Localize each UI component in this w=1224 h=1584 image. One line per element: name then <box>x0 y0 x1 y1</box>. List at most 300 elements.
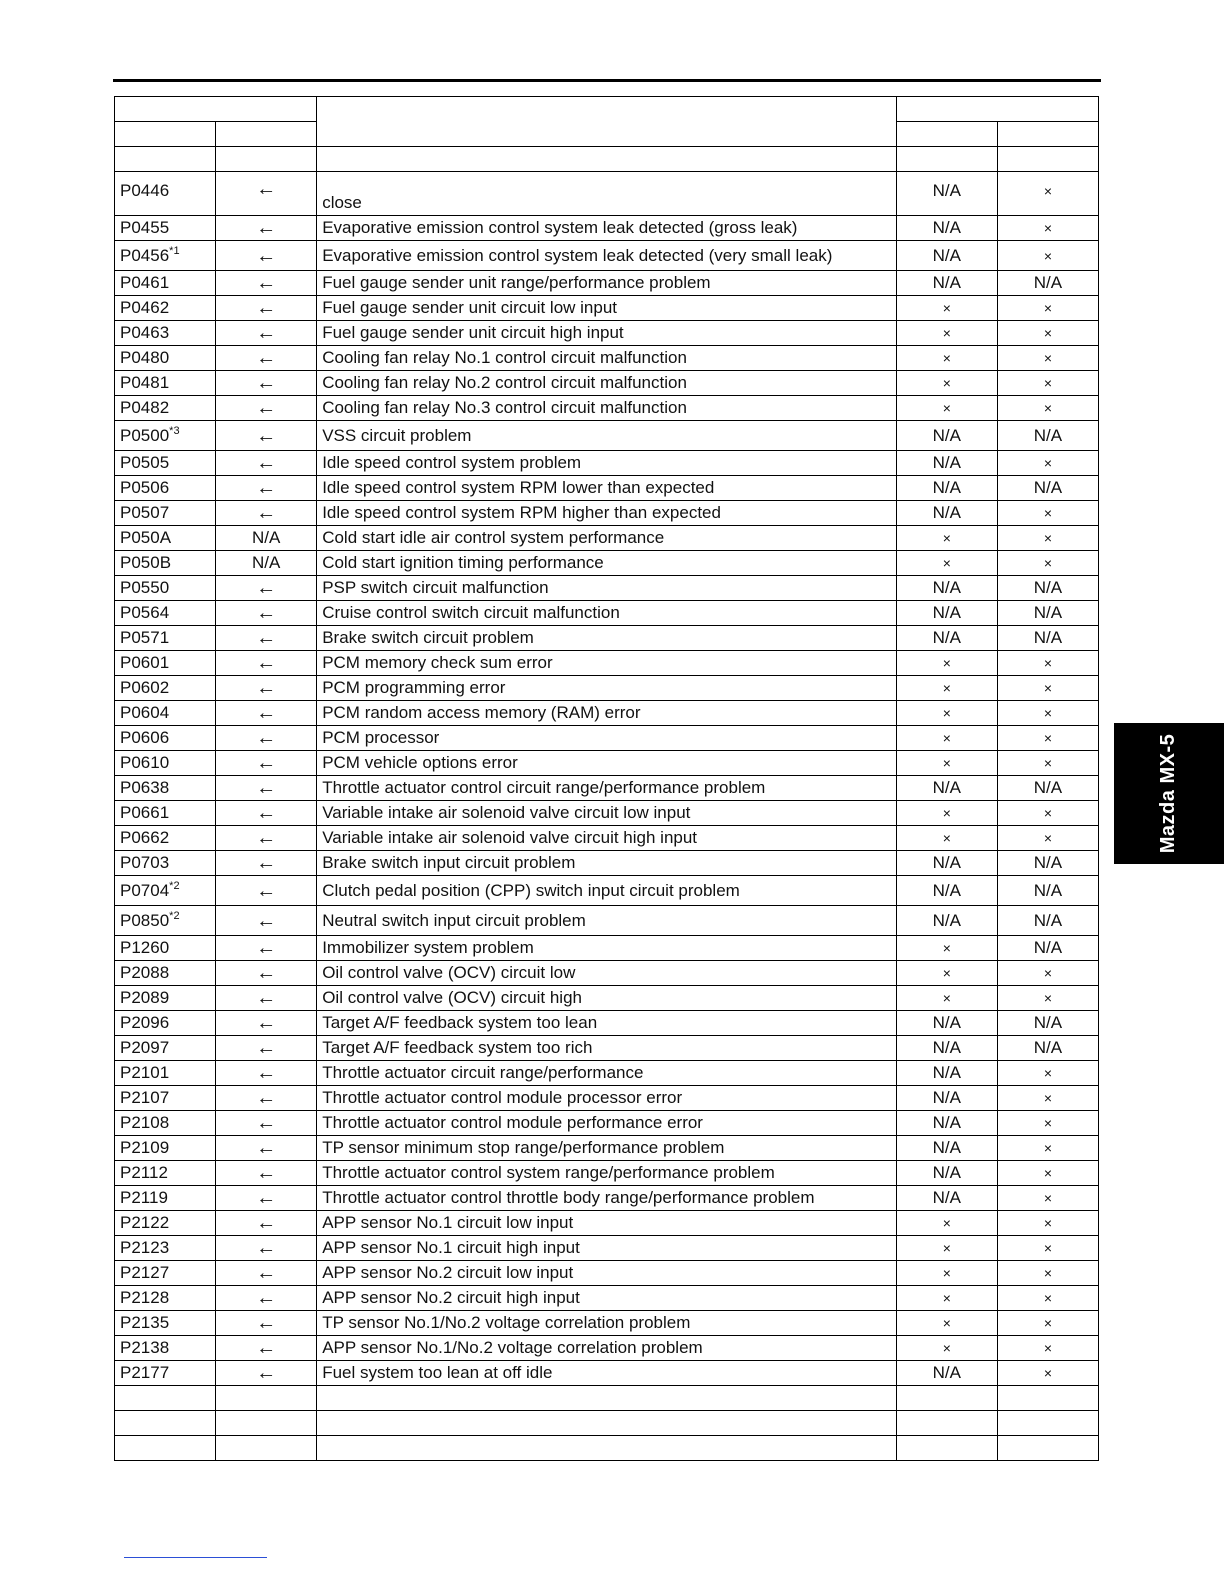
value-cell-b: × <box>997 961 1098 986</box>
value-cell-a: N/A <box>896 1061 997 1086</box>
dtc-code-cell <box>115 1086 216 1111</box>
dtc-code-cell <box>115 396 216 421</box>
value-cell-b: × <box>997 1336 1098 1361</box>
value-cell-b: × <box>997 1086 1098 1111</box>
description-cell: Oil control valve (OCV) circuit low <box>317 961 897 986</box>
value-cell-a: N/A <box>896 501 997 526</box>
dtc-code-cell <box>115 172 216 216</box>
status-cell: ← <box>216 936 317 961</box>
table-row <box>115 172 1099 216</box>
dtc-code: P2096 <box>120 1013 170 1032</box>
status-cell: N/A <box>216 551 317 576</box>
dtc-code: P2089 <box>120 988 170 1007</box>
empty-cell <box>896 1386 997 1411</box>
dtc-code-cell <box>115 346 216 371</box>
description-cell: Idle speed control system RPM lower than expected <box>317 476 897 501</box>
value-cell-b: N/A <box>997 776 1098 801</box>
table-row <box>115 501 1099 526</box>
dtc-code: P2138 <box>120 1338 170 1357</box>
value-cell-a: N/A <box>896 576 997 601</box>
dtc-code: P0661 <box>120 803 170 822</box>
empty-cell <box>115 1436 216 1461</box>
header-row-3 <box>115 147 1099 172</box>
value-cell-b: × <box>997 676 1098 701</box>
value-cell-a: N/A <box>896 1036 997 1061</box>
status-cell: ← <box>216 476 317 501</box>
status-cell: ← <box>216 321 317 346</box>
description-cell: PCM processor <box>317 726 897 751</box>
value-cell-a: N/A <box>896 451 997 476</box>
value-cell-a: N/A <box>896 1111 997 1136</box>
table-row <box>115 906 1099 936</box>
empty-row <box>115 1386 1099 1411</box>
dtc-code: P0462 <box>120 298 170 317</box>
value-cell-b: N/A <box>997 271 1098 296</box>
table-row <box>115 346 1099 371</box>
footnote-marker: *1 <box>169 244 180 257</box>
status-cell: ← <box>216 1186 317 1211</box>
table-row <box>115 1236 1099 1261</box>
value-cell-b: × <box>997 726 1098 751</box>
dtc-code: P0482 <box>120 398 170 417</box>
empty-cell <box>216 1411 317 1436</box>
table-row <box>115 801 1099 826</box>
value-cell-a: × <box>896 1236 997 1261</box>
dtc-code: P0601 <box>120 653 170 672</box>
dtc-code-cell <box>115 601 216 626</box>
table-row <box>115 1336 1099 1361</box>
status-cell: ← <box>216 172 317 216</box>
empty-cell <box>216 1436 317 1461</box>
dtc-code: P0480 <box>120 348 170 367</box>
value-cell-a: × <box>896 296 997 321</box>
status-cell: ← <box>216 1036 317 1061</box>
value-cell-a: N/A <box>896 1186 997 1211</box>
description-cell: PSP switch circuit malfunction <box>317 576 897 601</box>
dtc-code: P0455 <box>120 218 170 237</box>
empty-cell <box>317 1411 897 1436</box>
dtc-code: P0456 <box>120 245 170 265</box>
description-cell: Target A/F feedback system too lean <box>317 1011 897 1036</box>
dtc-code-cell <box>115 271 216 296</box>
value-cell-b: × <box>997 1261 1098 1286</box>
dtc-code-cell <box>115 1111 216 1136</box>
value-cell-a: × <box>896 526 997 551</box>
table-row <box>115 451 1099 476</box>
dtc-code-cell <box>115 1236 216 1261</box>
header-cell <box>896 97 1098 122</box>
value-cell-b: N/A <box>997 936 1098 961</box>
empty-cell <box>317 1386 897 1411</box>
description-cell: Throttle actuator control module performance error <box>317 1111 897 1136</box>
description-cell: Clutch pedal position (CPP) switch input circuit problem <box>317 876 897 906</box>
description-cell: Variable intake air solenoid valve circuit high input <box>317 826 897 851</box>
value-cell-b: × <box>997 1111 1098 1136</box>
dtc-code: P2119 <box>120 1188 168 1207</box>
dtc-code-cell <box>115 1036 216 1061</box>
value-cell-a: × <box>896 321 997 346</box>
dtc-code: P0507 <box>120 503 170 522</box>
value-cell-a: N/A <box>896 1011 997 1036</box>
status-cell: ← <box>216 626 317 651</box>
status-cell: ← <box>216 216 317 241</box>
value-cell-a: N/A <box>896 476 997 501</box>
dtc-code: P2135 <box>120 1313 170 1332</box>
dtc-code: P0463 <box>120 323 170 342</box>
description-cell: Cooling fan relay No.2 control circuit malfunction <box>317 371 897 396</box>
description-cell: Idle speed control system RPM higher than expected <box>317 501 897 526</box>
value-cell-b: × <box>997 1186 1098 1211</box>
table-row <box>115 576 1099 601</box>
value-cell-a: × <box>896 826 997 851</box>
value-cell-b: N/A <box>997 1036 1098 1061</box>
value-cell-a: × <box>896 801 997 826</box>
description-cell: Idle speed control system problem <box>317 451 897 476</box>
value-cell-a: × <box>896 986 997 1011</box>
dtc-code-cell <box>115 451 216 476</box>
table-row <box>115 1061 1099 1086</box>
dtc-code: P2107 <box>120 1088 170 1107</box>
dtc-code-cell <box>115 1211 216 1236</box>
description-cell: Throttle actuator control throttle body range/performance problem <box>317 1186 897 1211</box>
dtc-code-cell <box>115 501 216 526</box>
value-cell-a: N/A <box>896 271 997 296</box>
status-cell: ← <box>216 1011 317 1036</box>
description-cell: APP sensor No.1 circuit high input <box>317 1236 897 1261</box>
dtc-code: P2109 <box>120 1138 170 1157</box>
footnote-marker: *3 <box>169 424 180 437</box>
table-row <box>115 551 1099 576</box>
empty-cell <box>997 1436 1098 1461</box>
table-row <box>115 676 1099 701</box>
status-cell: ← <box>216 1286 317 1311</box>
value-cell-b: × <box>997 651 1098 676</box>
value-cell-b: × <box>997 371 1098 396</box>
value-cell-b: × <box>997 501 1098 526</box>
table-row <box>115 476 1099 501</box>
status-cell: ← <box>216 346 317 371</box>
status-cell: ← <box>216 241 317 271</box>
table-row <box>115 1136 1099 1161</box>
header-cell <box>317 97 897 147</box>
table-row <box>115 421 1099 451</box>
dtc-code-cell <box>115 1061 216 1086</box>
value-cell-a: × <box>896 371 997 396</box>
value-cell-a: × <box>896 961 997 986</box>
dtc-code-cell <box>115 1336 216 1361</box>
description-cell: APP sensor No.2 circuit high input <box>317 1286 897 1311</box>
value-cell-b: × <box>997 551 1098 576</box>
value-cell-a: N/A <box>896 241 997 271</box>
dtc-code-cell <box>115 321 216 346</box>
dtc-code-cell <box>115 651 216 676</box>
value-cell-a: N/A <box>896 1361 997 1386</box>
status-cell: ← <box>216 421 317 451</box>
description-cell: VSS circuit problem <box>317 421 897 451</box>
value-cell-b: × <box>997 701 1098 726</box>
empty-cell <box>997 1386 1098 1411</box>
table-row <box>115 1161 1099 1186</box>
dtc-code: P050A <box>120 528 172 547</box>
status-cell: ← <box>216 296 317 321</box>
table-row <box>115 986 1099 1011</box>
value-cell-b: N/A <box>997 851 1098 876</box>
status-cell: ← <box>216 986 317 1011</box>
value-cell-b: × <box>997 321 1098 346</box>
header-cell <box>896 122 997 147</box>
value-cell-b: × <box>997 526 1098 551</box>
description-cell: PCM random access memory (RAM) error <box>317 701 897 726</box>
empty-cell <box>896 1411 997 1436</box>
value-cell-b: × <box>997 826 1098 851</box>
value-cell-b: × <box>997 1286 1098 1311</box>
status-cell: ← <box>216 1086 317 1111</box>
value-cell-a: × <box>896 701 997 726</box>
empty-cell <box>115 1386 216 1411</box>
value-cell-b: × <box>997 1361 1098 1386</box>
dtc-code: P0506 <box>120 478 170 497</box>
dtc-code-cell <box>115 371 216 396</box>
status-cell: ← <box>216 1136 317 1161</box>
value-cell-a: N/A <box>896 421 997 451</box>
description-cell: Brake switch circuit problem <box>317 626 897 651</box>
dtc-code: P0461 <box>120 273 170 292</box>
dtc-code-cell <box>115 1261 216 1286</box>
status-cell: ← <box>216 576 317 601</box>
status-cell: ← <box>216 651 317 676</box>
empty-cell <box>317 1436 897 1461</box>
dtc-code: P2097 <box>120 1038 170 1057</box>
value-cell-b: N/A <box>997 601 1098 626</box>
dtc-code: P2123 <box>120 1238 170 1257</box>
table-row <box>115 1211 1099 1236</box>
section-tab-label: Mazda MX-5 <box>1157 733 1180 854</box>
dtc-code-cell <box>115 906 216 936</box>
description-cell: APP sensor No.1 circuit low input <box>317 1211 897 1236</box>
header-cell <box>997 147 1098 172</box>
dtc-code-cell <box>115 776 216 801</box>
status-cell: ← <box>216 726 317 751</box>
dtc-code: P2128 <box>120 1288 170 1307</box>
value-cell-b: × <box>997 751 1098 776</box>
table-row <box>115 1036 1099 1061</box>
footnote-marker: *2 <box>169 909 180 922</box>
table-row <box>115 1186 1099 1211</box>
description-cell: Cooling fan relay No.1 control circuit malfunction <box>317 346 897 371</box>
value-cell-b: × <box>997 1236 1098 1261</box>
value-cell-b: × <box>997 451 1098 476</box>
value-cell-a: × <box>896 1286 997 1311</box>
footnote-marker: *2 <box>169 879 180 892</box>
description-cell: Cold start idle air control system performance <box>317 526 897 551</box>
value-cell-b: × <box>997 241 1098 271</box>
description-cell: Cruise control switch circuit malfunction <box>317 601 897 626</box>
dtc-code-cell <box>115 726 216 751</box>
header-cell <box>896 147 997 172</box>
description-cell: Throttle actuator control module processor error <box>317 1086 897 1111</box>
dtc-code-cell <box>115 1011 216 1036</box>
description-cell: Evaporative emission control system leak detected (gross leak) <box>317 216 897 241</box>
table-row <box>115 216 1099 241</box>
value-cell-a: N/A <box>896 216 997 241</box>
value-cell-a: × <box>896 1261 997 1286</box>
table-row <box>115 701 1099 726</box>
value-cell-b: × <box>997 1161 1098 1186</box>
table-row <box>115 1361 1099 1386</box>
dtc-code-cell <box>115 1311 216 1336</box>
dtc-code: P0704 <box>120 880 170 900</box>
status-cell: ← <box>216 1361 317 1386</box>
description-cell: Neutral switch input circuit problem <box>317 906 897 936</box>
dtc-code: P0662 <box>120 828 170 847</box>
table-row <box>115 1286 1099 1311</box>
description-cell: Throttle actuator control circuit range/performance problem <box>317 776 897 801</box>
table-row <box>115 1086 1099 1111</box>
status-cell: ← <box>216 271 317 296</box>
status-cell: ← <box>216 1161 317 1186</box>
dtc-code: P0638 <box>120 778 170 797</box>
status-cell: ← <box>216 701 317 726</box>
table-row <box>115 851 1099 876</box>
table-row <box>115 1111 1099 1136</box>
description-cell: Throttle actuator control system range/performance problem <box>317 1161 897 1186</box>
empty-row <box>115 1436 1099 1461</box>
header-cell <box>115 97 317 122</box>
value-cell-a: × <box>896 1311 997 1336</box>
description-cell: Cooling fan relay No.3 control circuit malfunction <box>317 396 897 421</box>
dtc-code: P0604 <box>120 703 170 722</box>
description-cell: APP sensor No.1/No.2 voltage correlation problem <box>317 1336 897 1361</box>
dtc-code: P2122 <box>120 1213 170 1232</box>
table-row <box>115 241 1099 271</box>
empty-row <box>115 1411 1099 1436</box>
value-cell-b: × <box>997 1311 1098 1336</box>
value-cell-a: × <box>896 936 997 961</box>
dtc-code-cell <box>115 986 216 1011</box>
value-cell-a: N/A <box>896 601 997 626</box>
value-cell-b: N/A <box>997 876 1098 906</box>
description-cell: Immobilizer system problem <box>317 936 897 961</box>
value-cell-b: × <box>997 1061 1098 1086</box>
table-row <box>115 1011 1099 1036</box>
status-cell: ← <box>216 1211 317 1236</box>
status-cell: ← <box>216 451 317 476</box>
status-cell: ← <box>216 501 317 526</box>
value-cell-b: N/A <box>997 421 1098 451</box>
table-row <box>115 371 1099 396</box>
value-cell-a: N/A <box>896 172 997 216</box>
dtc-code-cell <box>115 936 216 961</box>
value-cell-a: × <box>896 651 997 676</box>
status-cell: ← <box>216 826 317 851</box>
dtc-code-cell <box>115 476 216 501</box>
table-row <box>115 271 1099 296</box>
dtc-code: P0564 <box>120 603 170 622</box>
empty-cell <box>216 1386 317 1411</box>
dtc-code: P0505 <box>120 453 170 472</box>
empty-cell <box>896 1436 997 1461</box>
dtc-code-cell <box>115 1136 216 1161</box>
table-row <box>115 651 1099 676</box>
status-cell: ← <box>216 1261 317 1286</box>
value-cell-a: × <box>896 726 997 751</box>
description-cell: Evaporative emission control system leak detected (very small leak) <box>317 241 897 271</box>
dtc-table <box>114 96 1099 1461</box>
table-row <box>115 1261 1099 1286</box>
table-row <box>115 751 1099 776</box>
status-cell: ← <box>216 371 317 396</box>
empty-cell <box>115 1411 216 1436</box>
table-row <box>115 396 1099 421</box>
dtc-code: P0703 <box>120 853 170 872</box>
header-cell <box>115 147 216 172</box>
value-cell-b: × <box>997 1136 1098 1161</box>
value-cell-b: × <box>997 172 1098 216</box>
footer-link-underline <box>124 1557 267 1558</box>
table-row <box>115 776 1099 801</box>
status-cell: ← <box>216 601 317 626</box>
dtc-code-cell <box>115 576 216 601</box>
description-cell: Fuel gauge sender unit circuit low input <box>317 296 897 321</box>
value-cell-b: × <box>997 346 1098 371</box>
dtc-code-cell <box>115 676 216 701</box>
table-row <box>115 726 1099 751</box>
dtc-code-cell <box>115 1161 216 1186</box>
header-cell <box>115 122 216 147</box>
status-cell: ← <box>216 751 317 776</box>
dtc-table-body <box>115 97 1099 1461</box>
status-cell: ← <box>216 396 317 421</box>
table-row <box>115 626 1099 651</box>
value-cell-b: × <box>997 296 1098 321</box>
value-cell-b: × <box>997 1211 1098 1236</box>
header-cell <box>216 147 317 172</box>
status-cell: ← <box>216 1111 317 1136</box>
table-row <box>115 961 1099 986</box>
dtc-code-cell <box>115 241 216 271</box>
status-cell: ← <box>216 676 317 701</box>
dtc-code-cell <box>115 961 216 986</box>
table-row <box>115 1311 1099 1336</box>
value-cell-b: N/A <box>997 476 1098 501</box>
dtc-code: P0610 <box>120 753 170 772</box>
value-cell-a: N/A <box>896 906 997 936</box>
description-cell: Target A/F feedback system too rich <box>317 1036 897 1061</box>
value-cell-a: × <box>896 1211 997 1236</box>
value-cell-a: × <box>896 551 997 576</box>
dtc-code-cell <box>115 551 216 576</box>
table-row <box>115 601 1099 626</box>
header-row-1 <box>115 97 1099 122</box>
status-cell: ← <box>216 776 317 801</box>
description-cell: APP sensor No.2 circuit low input <box>317 1261 897 1286</box>
description-cell: Throttle actuator circuit range/performance <box>317 1061 897 1086</box>
value-cell-a: × <box>896 751 997 776</box>
status-cell: ← <box>216 1236 317 1261</box>
top-rule <box>113 79 1101 82</box>
value-cell-a: N/A <box>896 851 997 876</box>
dtc-code-cell <box>115 296 216 321</box>
value-cell-a: × <box>896 1336 997 1361</box>
dtc-code-cell <box>115 851 216 876</box>
description-cell: Fuel gauge sender unit circuit high input <box>317 321 897 346</box>
status-cell: N/A <box>216 526 317 551</box>
value-cell-a: N/A <box>896 776 997 801</box>
dtc-code-cell <box>115 526 216 551</box>
value-cell-b: N/A <box>997 576 1098 601</box>
dtc-code: P0481 <box>120 373 170 392</box>
value-cell-b: × <box>997 986 1098 1011</box>
